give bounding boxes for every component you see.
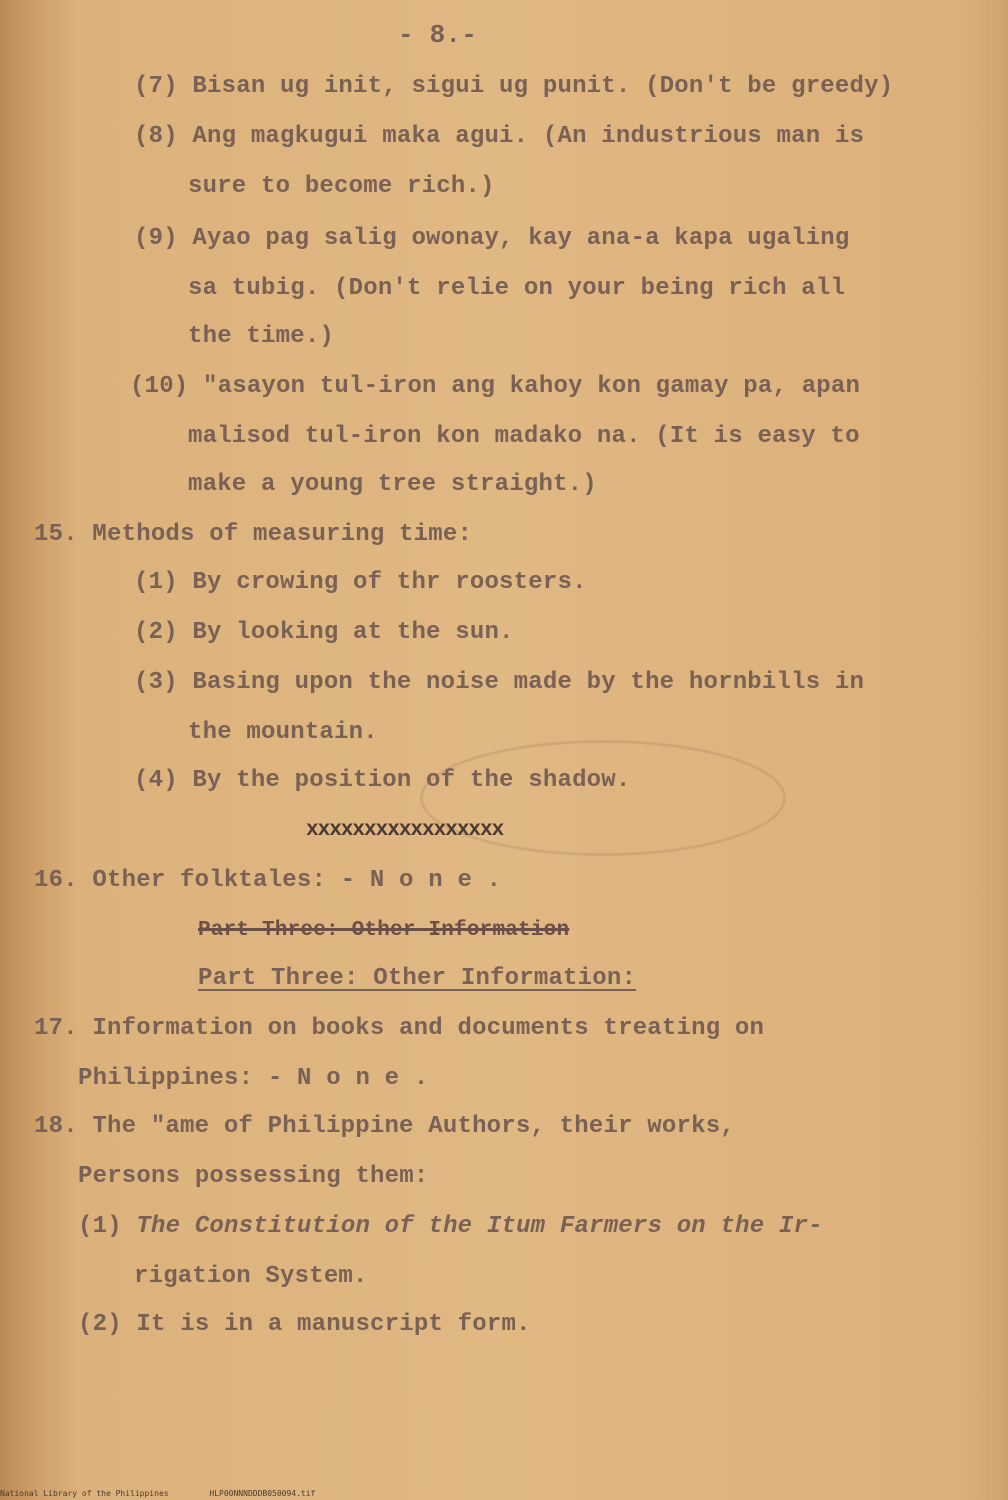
proverb-9-line-1: (9) Ayao pag salig owonay, kay ana-a kapa ugaling [134, 225, 850, 252]
section-17-line-1: 17. Information on books and documents treating on [34, 1015, 765, 1042]
proverb-7: (7) Bisan ug init, sigui ug punit. (Don't be greedy) [134, 73, 894, 100]
section-16-heading: 16. Other folktales: - N o n e . [34, 867, 502, 894]
author-item-1-number: (1) [78, 1213, 122, 1240]
proverb-8-line-1: (8) Ang magkugui maka agui. (An industrious man is [134, 123, 865, 150]
part-three-heading: Part Three: Other Information: [198, 965, 637, 992]
proverb-9-line-3: the time.) [188, 323, 335, 350]
typed-over-separator: xxxxxxxxxxxxxxxxx [306, 819, 504, 842]
proverb-8-line-2: sure to become rich.) [188, 173, 495, 200]
author-item-1-line-2: rigation System. [134, 1263, 368, 1290]
method-3-line-1: (3) Basing upon the noise made by the hornbills in [134, 669, 865, 696]
footer-library: National Library of the Philippines [0, 1489, 169, 1498]
author-item-2: (2) It is in a manuscript form. [78, 1311, 531, 1338]
proverb-10-line-2: malisod tul-iron kon madako na. (It is easy to [188, 423, 860, 450]
section-18-line-1: 18. The "ame of Philippine Authors, their works, [34, 1113, 735, 1140]
section-15-heading: 15. Methods of measuring time: [34, 521, 473, 548]
footer-filename: HLP00NNNDDDB050094.tif [209, 1489, 316, 1498]
proverb-10-line-1: (10) "asayon tul-iron ang kahoy kon gamay pa, apan [130, 373, 861, 400]
method-4: (4) By the position of the shadow. [134, 767, 631, 794]
author-item-1-title: The Constitution of the Itum Farmers on the Ir- [136, 1213, 823, 1240]
method-2: (2) By looking at the sun. [134, 619, 514, 646]
page-number: - 8.- [398, 20, 478, 50]
section-18-line-2: Persons possessing them: [78, 1163, 429, 1190]
proverb-9-line-2: sa tubig. (Don't relie on your being rich all [188, 275, 846, 302]
author-item-1-line-1 [78, 1212, 823, 1242]
proverb-10-line-3: make a young tree straight.) [188, 471, 597, 498]
method-1: (1) By crowing of thr roosters. [134, 569, 587, 596]
scan-footer [0, 1489, 351, 1499]
method-3-line-2: the mountain. [188, 719, 378, 746]
struck-part-three-heading: Part Three: Other Information [198, 919, 570, 942]
section-17-line-2: Philippines: - N o n e . [78, 1065, 429, 1092]
